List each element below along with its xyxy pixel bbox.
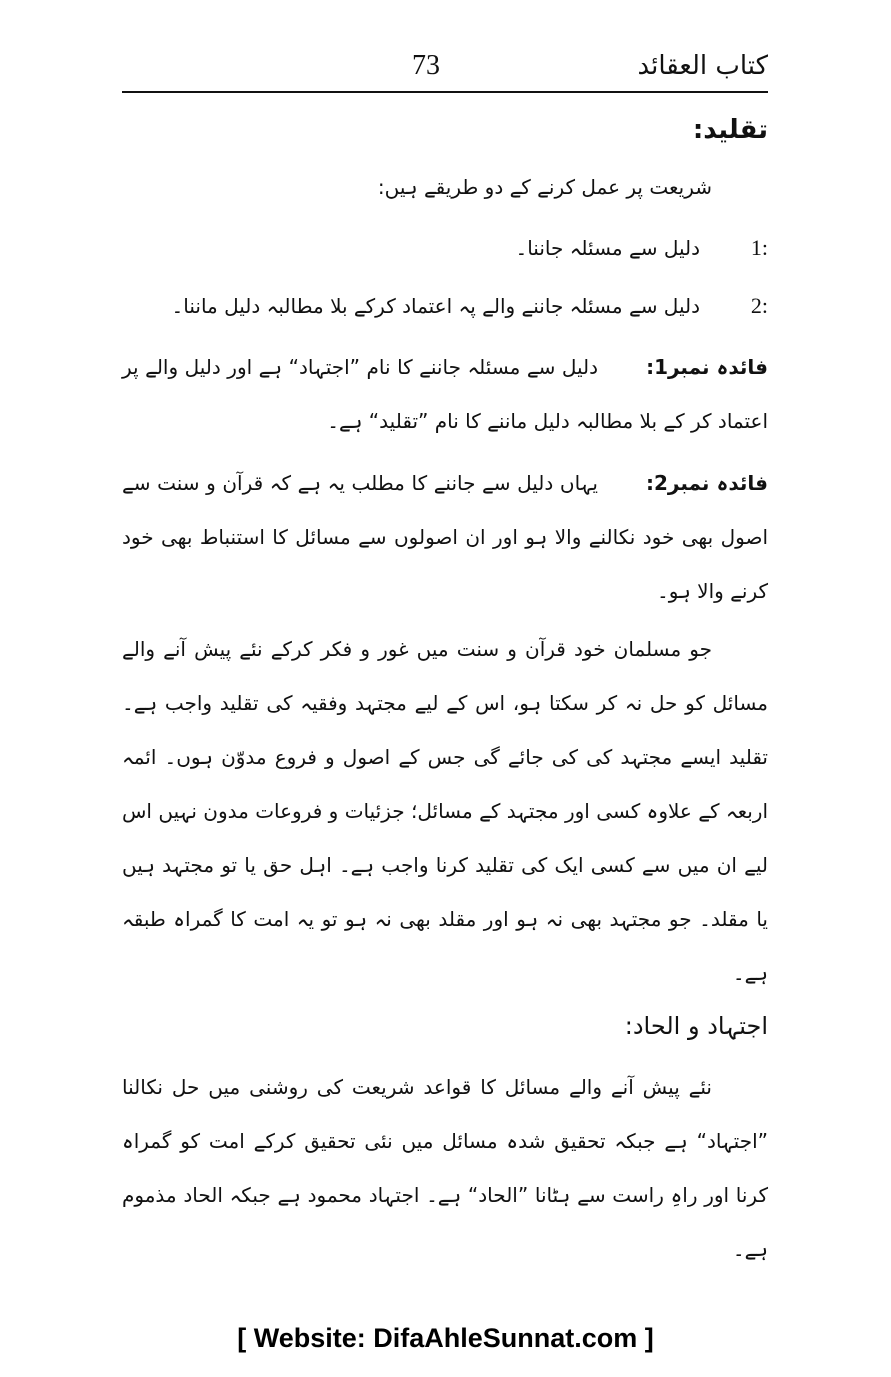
benefit-label-2: فائدہ نمبر2: [645, 471, 768, 495]
benefit-text-1: دلیل سے مسئلہ جاننے کا نام ”اجتہاد“ ہے اور دلیل والے پر اعتماد کر کے بلا مطالبہ دلیل ماننے کا نام ”تقلید“ ہے۔ [122, 355, 768, 433]
header-rule [122, 91, 768, 93]
list-text: دلیل سے مسئلہ جاننا۔ [515, 236, 700, 260]
website-footer: [ Website: DifaAhleSunnat.com ] [237, 1323, 654, 1353]
book-title: کتاب العقائد [637, 51, 768, 81]
benefit-note-2 [122, 456, 768, 618]
benefit-note-1 [122, 340, 768, 448]
list-item-2 [122, 286, 768, 326]
list-number: 2: [750, 293, 768, 318]
list-text: دلیل سے مسئلہ جاننے والے پہ اعتماد کرکے بلا مطالبہ دلیل ماننا۔ [171, 294, 700, 318]
benefit-text-2: یہاں دلیل سے جاننے کا مطلب یہ ہے کہ قرآن و سنت سے اصول بھی خود نکالنے والا ہو اور ان اصولوں سے مسائل کا استنباط بھی خود کرنے والا ہو۔ [122, 471, 768, 603]
ijtihad-paragraph: نئے پیش آنے والے مسائل کا قواعد شریعت کی روشنی میں حل نکالنا ”اجتہاد“ ہے جبکہ تحقیق شدہ مسائل میں نئی تحقیق کرکے امت کو گمراہ کرنا اور راہِ راست سے ہٹانا ”الحاد“ ہے۔ اجتہاد محمود ہے جبکہ الحاد مذموم ہے۔ [122, 1075, 768, 1261]
page-number: 73 [412, 50, 440, 81]
list-number: 1: [750, 235, 768, 260]
taqleed-intro: شریعت پر عمل کرنے کے دو طریقے ہیں: [377, 175, 712, 199]
page-header [122, 40, 768, 92]
benefit-label-1: فائدہ نمبر1: [646, 355, 769, 379]
taqleed-heading: تقلید: [692, 115, 768, 145]
taqleed-paragraph: جو مسلمان خود قرآن و سنت میں غور و فکر کرکے نئے پیش آنے والے مسائل کو حل نہ کر سکتا ہو، اس کے لیے مجتہد وفقیہ کی تقلید واجب ہے۔ تقلید ایسے مجتہد کی کی جائے گی جس کے اصول و فروع مدوّن ہوں۔ ائمہ اربعہ کے علاوہ کسی اور مجتہد کے مسائل؛ جزئیات و فروعات مدون نہیں اس لیے ان میں سے کسی ایک کی تقلید کرنا واجب ہے۔ اہل حق یا تو مجتہد ہیں یا مقلد۔ جو مجتہد بھی نہ ہو اور مقلد بھی نہ ہو تو یہ امت کا گمراہ طبقہ ہے۔ [122, 637, 768, 985]
list-item-1 [122, 228, 768, 268]
ijtihad-heading: اجتہاد و الحاد: [624, 1012, 768, 1040]
